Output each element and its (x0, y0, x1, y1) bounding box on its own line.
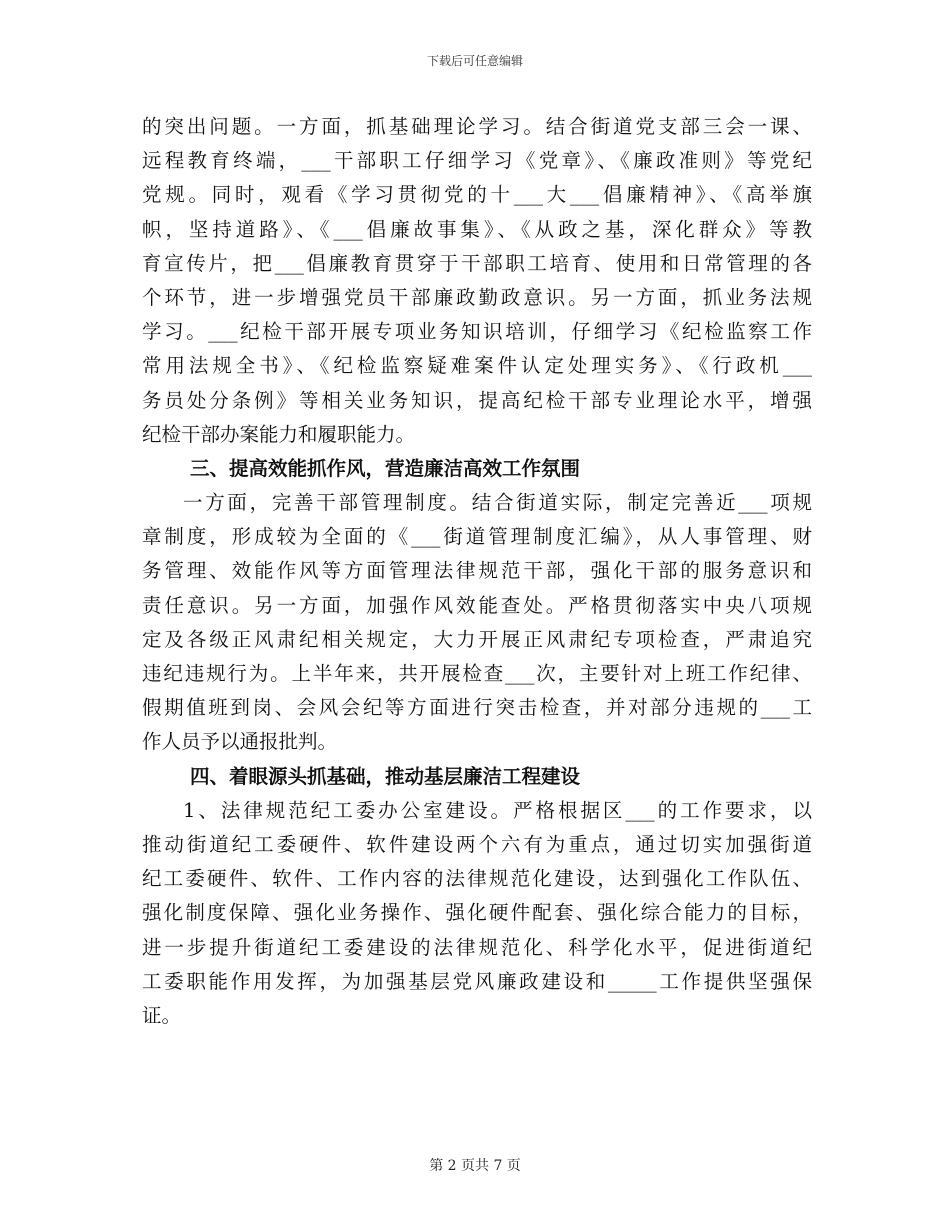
text-line: 章制度，形成较为全面的《___街道管理制度汇编》，从人事管理、财 (142, 525, 812, 549)
text-line: 强化制度保障、强化业务操作、强化硬件配套、强化综合能力的目标， (142, 901, 812, 925)
text-line: 工委职能作用发挥，为加强基层党风廉政建设和_____工作提供坚强保 (142, 969, 812, 993)
text-line: 作人员予以通报批判。 (142, 730, 338, 754)
text-line: 远程教育终端，___干部职工仔细学习《党章》、《廉政准则》等党纪 (142, 149, 812, 173)
section-heading-4: 四、着眼源头抓基础，推动基层廉洁工程建设 (190, 764, 581, 788)
text-line: 纪工委硬件、软件、工作内容的法律规范化建设，达到强化工作队伍、 (142, 867, 812, 891)
text-line: 务管理、效能作风等方面管理法律规范干部，强化干部的服务意识和 (142, 559, 812, 583)
page-footer: 第 2 页共 7 页 (429, 1158, 521, 1174)
text-line: 推动街道纪工委硬件、软件建设两个六有为重点，通过切实加强街道 (142, 832, 812, 856)
text-line: 1、法律规范纪工委办公室建设。严格根据区___的工作要求，以 (183, 798, 812, 822)
text-line: 个环节，进一步增强党员干部廉政勤政意识。另一方面，抓业务法规 (142, 285, 812, 309)
document-body (142, 110, 812, 1033)
text-line: 进一步提升街道纪工委建设的法律规范化、科学化水平，促进街道纪 (142, 935, 812, 959)
text-line: 假期值班到岗、会风会纪等方面进行突击检查，并对部分违规的___工 (142, 696, 812, 720)
text-line: 育宣传片，把___倡廉教育贯穿于干部职工培育、使用和日常管理的各 (142, 251, 812, 275)
text-line: 纪检干部办案能力和履职能力。 (142, 422, 416, 446)
section-heading-3: 三、提高效能抓作风，营造廉洁高效工作氛围 (190, 456, 581, 480)
text-line: 定及各级正风肃纪相关规定，大力开展正风肃纪专项检查，严肃追究 (142, 627, 812, 651)
text-line: 常用法规全书》、《纪检监察疑难案件认定处理实务》、《行政机___ (142, 354, 812, 378)
text-line: 学习。___纪检干部开展专项业务知识培训，仔细学习《纪检监察工作 (142, 320, 812, 344)
text-line: 违纪违规行为。上半年来，共开展检查___次，主要针对上班工作纪律、 (142, 662, 812, 685)
text-line: 一方面，完善干部管理制度。结合街道实际，制定完善近___项规 (183, 491, 812, 515)
text-line: 的突出问题。一方面，抓基础理论学习。结合街道党支部三会一课、 (142, 115, 812, 138)
text-line: 证。 (142, 1003, 182, 1027)
text-line: 党规。同时，观看《学习贯彻党的十___大___倡廉精神》、《高举旗 (142, 183, 812, 207)
page-header: 下载后可任意编辑 (426, 54, 523, 68)
text-line: 责任意识。另一方面，加强作风效能查处。严格贯彻落实中央八项规 (142, 593, 812, 617)
text-line: 务员处分条例》等相关业务知识，提高纪检干部专业理论水平，增强 (142, 388, 812, 412)
text-line: 帜，坚持道路》、《___倡廉故事集》、《从政之基，深化群众》等教 (142, 217, 812, 241)
